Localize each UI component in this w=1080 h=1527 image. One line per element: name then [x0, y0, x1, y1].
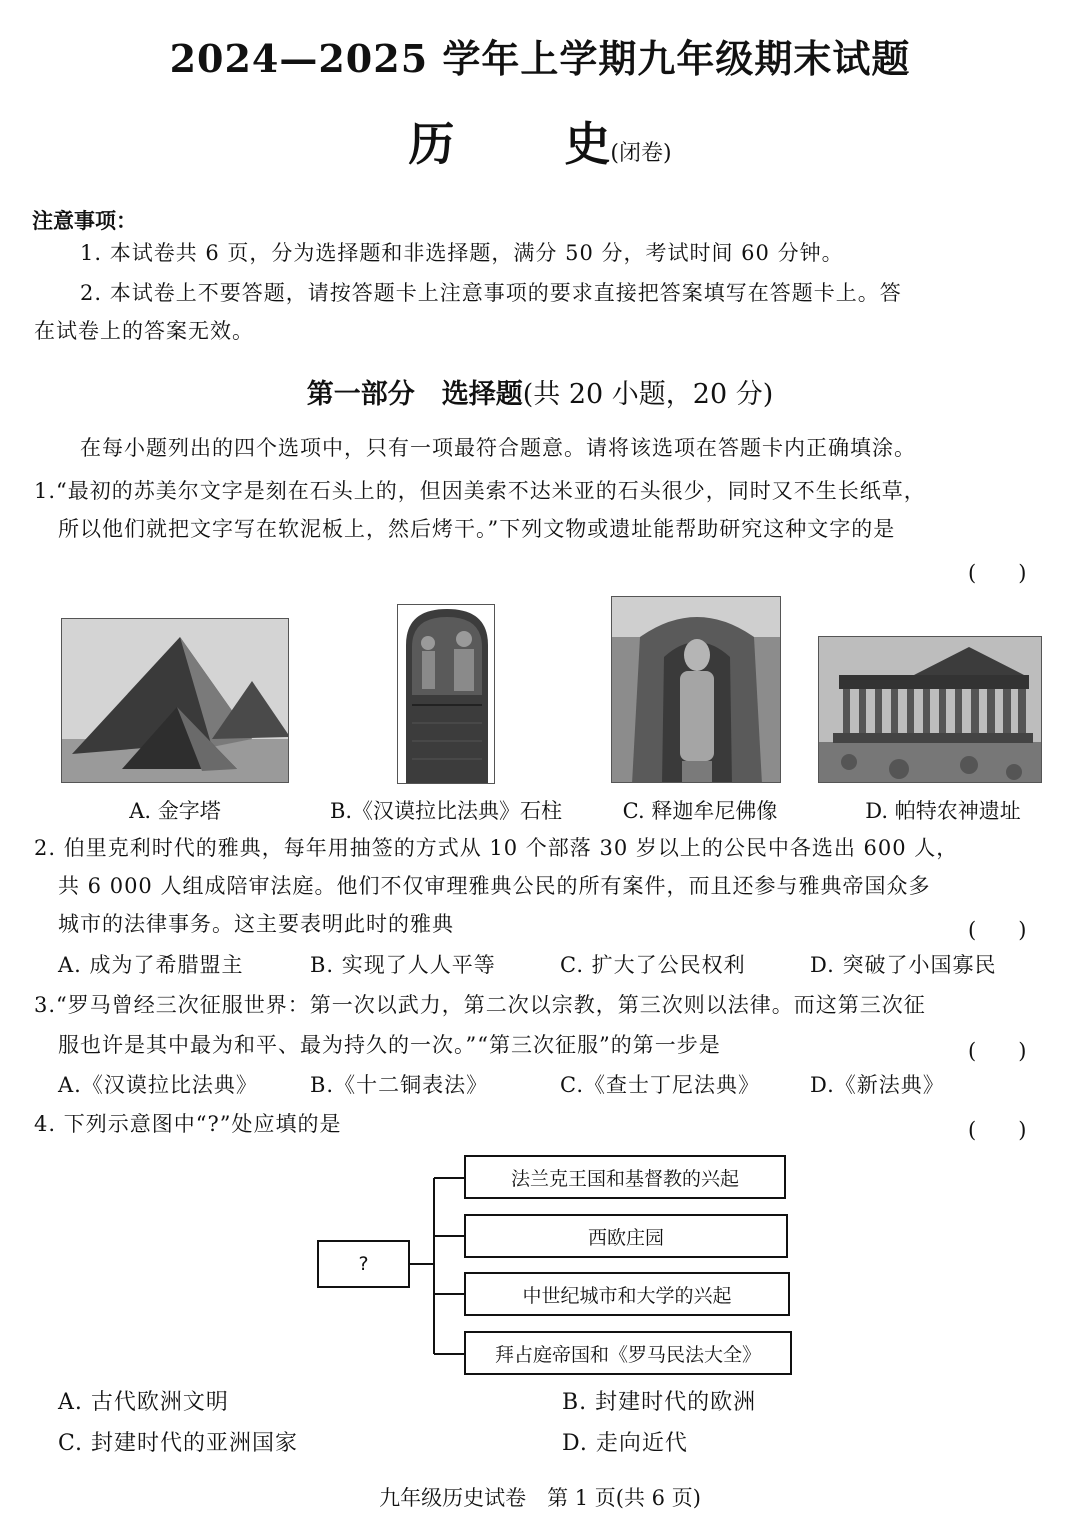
subject-char-1: 历: [408, 117, 455, 171]
closed-book-note: (闭卷): [610, 141, 672, 166]
q2-line-2: 共 6 000 人组成陪审法庭。他们不仅审理雅典公民的所有案件，而且还参与雅典帝国众多: [58, 874, 931, 898]
q2-line-1: 2. 伯里克利时代的雅典，每年用抽签的方式从 10 个部落 30 岁以上的公民中各选出 600 人，: [34, 836, 959, 860]
q1-option-d: D. 帕特农神遗址: [865, 799, 1021, 823]
q1-option-b: B.《汉谟拉比法典》石柱: [329, 799, 563, 823]
section-heading: [0, 372, 1080, 411]
diagram-branch-4-label: 拜占庭帝国和《罗马民法大全》: [494, 1343, 761, 1366]
parthenon-photo: [818, 636, 1042, 783]
q1-option-c: C. 释迦牟尼佛像: [622, 799, 778, 823]
buddha-statue-photo: [611, 596, 781, 783]
q4-line-1: 4. 下列示意图中“?”处应填的是: [34, 1112, 342, 1136]
buddha-statue-drawing: [612, 597, 781, 783]
q2-option-c: C. 扩大了公民权利: [560, 953, 746, 977]
diagram-branch-3-label: 中世纪城市和大学的兴起: [522, 1284, 732, 1307]
section-name: 第一部分 选择题: [306, 379, 523, 410]
q2-answer-paren: ( ): [968, 918, 1027, 942]
diagram-branch-2-label: 西欧庄园: [587, 1226, 664, 1249]
q3-answer-paren: ( ): [968, 1039, 1027, 1063]
diagram-branch-3: [464, 1272, 790, 1316]
q4-option-d: D. 走向近代: [562, 1431, 688, 1456]
notice-item-2-line-1: 2. 本试卷上不要答题，请按答题卡上注意事项的要求直接把答案填写在答题卡上。答: [80, 281, 902, 305]
notice-item-2-line-2: 在试卷上的答案无效。: [34, 319, 254, 343]
q4-option-c: C. 封建时代的亚洲国家: [58, 1431, 299, 1456]
pyramids-photo: [61, 618, 289, 783]
q3-option-c: C.《查士丁尼法典》: [560, 1073, 760, 1097]
diagram-branch-1: [464, 1155, 786, 1199]
q2-line-3: 城市的法律事务。这主要表明此时的雅典: [58, 912, 454, 936]
page-footer: 九年级历史试卷 第 1 页(共 6 页): [379, 1486, 701, 1510]
q2-option-d: D. 突破了小国寡民: [810, 953, 997, 977]
subject-heading: [0, 108, 1080, 174]
q4-option-a: A. 古代欧洲文明: [58, 1390, 229, 1415]
q4-answer-paren: ( ): [968, 1118, 1027, 1142]
subject-char-2: 史: [564, 117, 611, 171]
exam-title: 2024—2025 学年上学期九年级期末试题: [169, 36, 911, 81]
q3-option-d: D.《新法典》: [810, 1073, 945, 1097]
section-detail: (共 20 小题，20 分): [522, 379, 774, 410]
diagram-branch-4: [464, 1331, 792, 1375]
q1-line-2: 所以他们就把文字写在软泥板上，然后烤干。”下列文物或遗址能帮助研究这种文字的是: [58, 517, 896, 541]
pyramids-drawing: [62, 619, 289, 783]
q4-option-b: B. 封建时代的欧洲: [562, 1390, 757, 1415]
diagram-branch-1-label: 法兰克王国和基督教的兴起: [510, 1167, 739, 1190]
diagram-root-box: [317, 1240, 410, 1288]
q3-line-2: 服也许是其中最为和平、最为持久的一次。”“第三次征服”的第一步是: [58, 1033, 721, 1057]
q3-option-a: A.《汉谟拉比法典》: [58, 1073, 258, 1097]
q1-answer-paren: ( ): [968, 561, 1027, 585]
notice-heading: 注意事项：: [32, 209, 137, 233]
q1-line-1: 1.“最初的苏美尔文字是刻在石头上的，但因美索不达米亚的石头很少，同时又不生长纸草，: [34, 479, 926, 503]
code-stele-drawing: [398, 605, 495, 784]
diagram-root-label: ?: [358, 1253, 369, 1275]
q3-line-1: 3.“罗马曾经三次征服世界：第一次以武力，第二次以宗教，第三次则以法律。而这第三次征: [34, 993, 926, 1017]
parthenon-drawing: [819, 637, 1042, 783]
diagram-branch-2: [464, 1214, 788, 1258]
q3-option-b: B.《十二铜表法》: [310, 1073, 489, 1097]
section-instruction: 在每小题列出的四个选项中，只有一项最符合题意。请将该选项在答题卡内正确填涂。: [80, 436, 916, 460]
notice-item-1: 1. 本试卷共 6 页，分为选择题和非选择题，满分 50 分，考试时间 60 分钟。: [80, 241, 844, 265]
q2-option-a: A. 成为了希腊盟主: [58, 953, 244, 977]
q2-option-b: B. 实现了人人平等: [310, 953, 496, 977]
code-stele-photo: [397, 604, 495, 784]
q1-option-a: A. 金字塔: [129, 799, 221, 823]
